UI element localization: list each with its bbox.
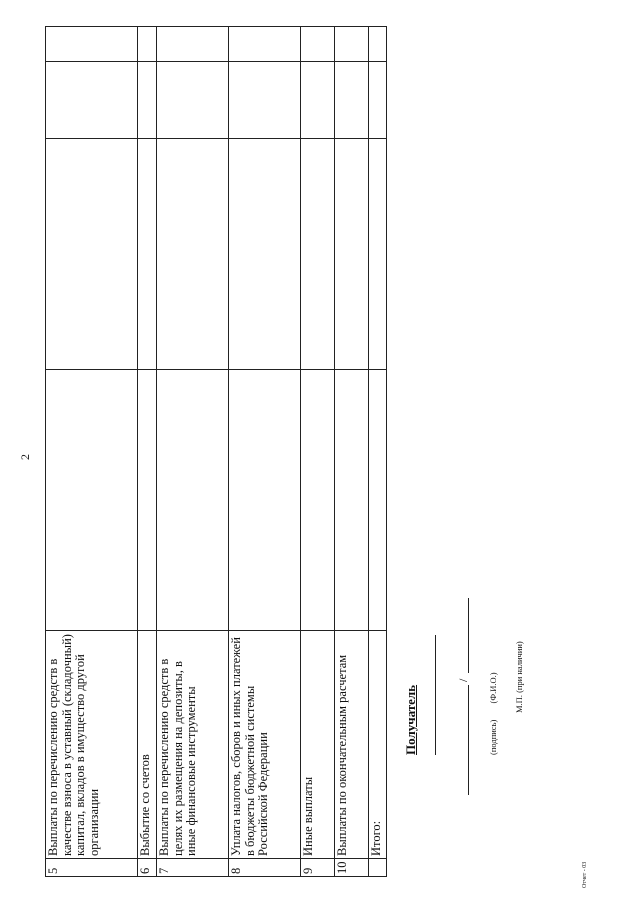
empty-cell — [157, 139, 229, 370]
row-description: Иные выплаты — [301, 631, 335, 859]
empty-cell — [335, 139, 369, 370]
table-row — [138, 27, 157, 877]
caption-name: (Ф.И.О.) — [488, 672, 498, 704]
recipient-line — [435, 635, 436, 755]
empty-cell — [369, 27, 387, 62]
empty-cell — [335, 27, 369, 62]
empty-cell — [229, 139, 301, 370]
empty-cell — [369, 139, 387, 370]
row-description: Уплата налогов, сборов и иных платежей в бюджеты бюджетной системы Российской Федерации — [229, 631, 301, 859]
row-description: Выплаты по перечислению средств в целях их размещения на депозиты, в иные финансовые инструменты — [157, 631, 229, 859]
empty-cell — [138, 370, 157, 631]
empty-cell — [157, 370, 229, 631]
row-number: 5 — [46, 859, 138, 877]
table-row — [157, 27, 229, 877]
recipient-title: Получатель — [403, 684, 418, 755]
form-code: Отчет - 03 — [582, 861, 588, 888]
stamp-caption: М.П. (при наличии) — [514, 641, 524, 713]
row-number: 9 — [301, 859, 335, 877]
row-description: Выплаты по перечислению средств в качестве взноса в уставный (складочный) капитал, вкладов в имущество другой организации — [46, 631, 138, 859]
empty-cell — [138, 27, 157, 62]
signature-line — [468, 685, 469, 795]
signature-caption — [488, 672, 498, 755]
caption-sign: (подпись) — [488, 719, 498, 755]
empty-cell — [229, 27, 301, 62]
table-row — [335, 27, 369, 877]
empty-cell — [369, 370, 387, 631]
row-number: 8 — [229, 859, 301, 877]
table-row — [229, 27, 301, 877]
empty-cell — [46, 370, 138, 631]
table-row — [46, 27, 138, 877]
row-description: Итого: — [369, 631, 387, 859]
empty-cell — [335, 370, 369, 631]
table-row-total — [369, 27, 387, 877]
row-number: 7 — [157, 859, 229, 877]
table-row — [301, 27, 335, 877]
empty-cell — [301, 62, 335, 139]
row-description: Выбытие со счетов — [138, 631, 157, 859]
page-number: 2 — [18, 454, 32, 460]
empty-cell — [46, 27, 138, 62]
signature-slash: / — [456, 678, 470, 682]
empty-cell — [369, 62, 387, 139]
empty-cell — [46, 62, 138, 139]
empty-cell — [138, 62, 157, 139]
empty-cell — [301, 139, 335, 370]
payments-table — [45, 26, 387, 877]
empty-cell — [157, 27, 229, 62]
row-number: 10 — [335, 859, 369, 877]
empty-cell — [46, 139, 138, 370]
row-number: 6 — [138, 859, 157, 877]
empty-cell — [301, 27, 335, 62]
empty-cell — [157, 62, 229, 139]
empty-cell — [229, 62, 301, 139]
row-number — [369, 859, 387, 877]
empty-cell — [229, 370, 301, 631]
empty-cell — [301, 370, 335, 631]
row-description: Выплаты по окончательным расчетам — [335, 631, 369, 859]
empty-cell — [335, 62, 369, 139]
empty-cell — [138, 139, 157, 370]
name-line — [468, 598, 469, 673]
